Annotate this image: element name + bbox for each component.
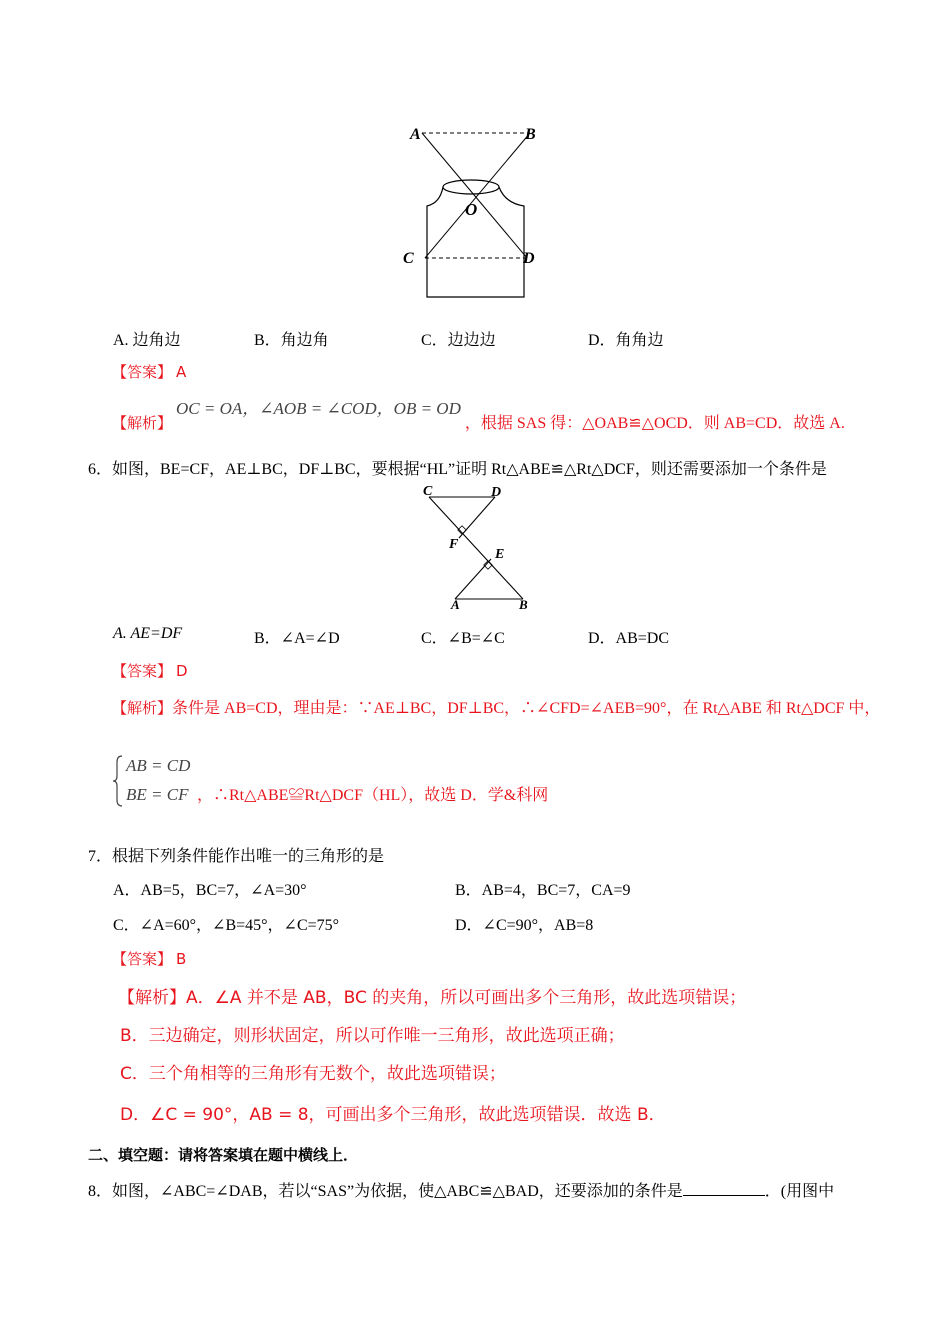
q7-option-d: D．∠C=90°，AB=8 [455,917,594,934]
section-2-title: 二、填空题：请将答案填在题中横线上． [88,1146,359,1164]
figure-1 [395,118,545,303]
q5-answer: A [176,363,187,381]
fig1-label-C: C [403,250,414,267]
q6-analysis-tag: 【解析】 [112,699,173,717]
fig1-label-D: D [523,250,535,267]
q6-stem: 6．如图，BE=CF，AE⊥BC，DF⊥BC，要根据“HL”证明 Rt△ABE≌△Rt△DCF，则还需要添加一个条件是 [88,461,827,478]
q6-option-a: A. AE=DF [113,625,183,642]
q5-option-b: B．角边角 [254,332,329,349]
q7-answer: B [176,950,187,968]
q7-analysis-line4: D．∠C = 90°，AB = 8，可画出多个三角形，故此选项错误．故选 B． [120,1105,666,1125]
q6-option-b: B．∠A=∠D [254,630,340,647]
q6-option-d: D．AB=DC [588,630,670,647]
q7-analysis-line3: C．三个角相等的三角形有无数个，故此选项错误； [120,1064,506,1084]
q6-conclusion: ，∴Rt△ABE≌Rt△DCF（HL），故选 D．学&科网 [197,787,549,804]
fig2-label-D: D [491,485,502,500]
fig1-label-A: A [410,126,421,143]
q6-system-line1: AB = CD [126,756,191,775]
brace-icon [112,754,124,808]
fig2-label-A: A [451,597,460,612]
q7-stem: 7．根据下列条件能作出唯一的三角形的是 [88,848,385,865]
q5-option-c: C．边边边 [421,332,496,349]
q7-analysis-line2: B．三边确定，则形状固定，所以可作唯一三角形，故此选项正确； [120,1026,625,1046]
figure-2 [415,483,540,613]
fig2-label-B: B [519,597,528,612]
q6-option-c: C．∠B=∠C [421,630,505,647]
q5-analysis-tag: 【解析】 [112,414,173,432]
q6-answer: D [176,662,188,680]
fig2-label-C: C [423,484,433,499]
q5-option-d: D．角角边 [588,332,664,349]
fig2-label-F: F [449,537,459,552]
q8-answer-blank[interactable] [683,1181,765,1196]
q5-answer-tag: 【答案】 [112,363,173,381]
fig1-label-B: B [525,126,536,143]
q5-analysis-math: OC = OA，∠AOB = ∠COD，OB = OD [176,399,461,418]
q7-option-b: B．AB=4，BC=7，CA=9 [455,882,631,899]
fig2-label-E: E [495,547,505,562]
fig1-label-O: O [465,200,478,219]
q6-system-line2: BE = CF [126,785,189,804]
q7-option-a: A．AB=5，BC=7，∠A=30° [113,882,307,899]
q7-analysis-line1: 【解析】A．∠A 并不是 AB，BC 的夹角，所以可画出多个三角形，故此选项错误； [118,988,747,1008]
q5-analysis-text: ，根据 SAS 得：△OAB≌△OCD．则 AB=CD．故选 A. [464,415,845,432]
q7-option-c: C．∠A=60°，∠B=45°，∠C=75° [113,917,340,934]
q8-stem-before: 8．如图，∠ABC=∠DAB，若以“SAS”为依据，使△ABC≌△BAD，还要添加的条件是 [88,1183,683,1200]
q8-stem-after: ．(用图中 [764,1183,835,1200]
q6-analysis-text: 条件是 AB=CD，理由是：∵AE⊥BC，DF⊥BC，∴∠CFD=∠AEB=90°，在 Rt△ABE 和 Rt△DCF 中， [172,700,881,717]
q6-answer-tag: 【答案】 [112,662,173,680]
q7-answer-tag: 【答案】 [112,950,173,968]
q5-option-a: A. 边角边 [113,332,181,349]
